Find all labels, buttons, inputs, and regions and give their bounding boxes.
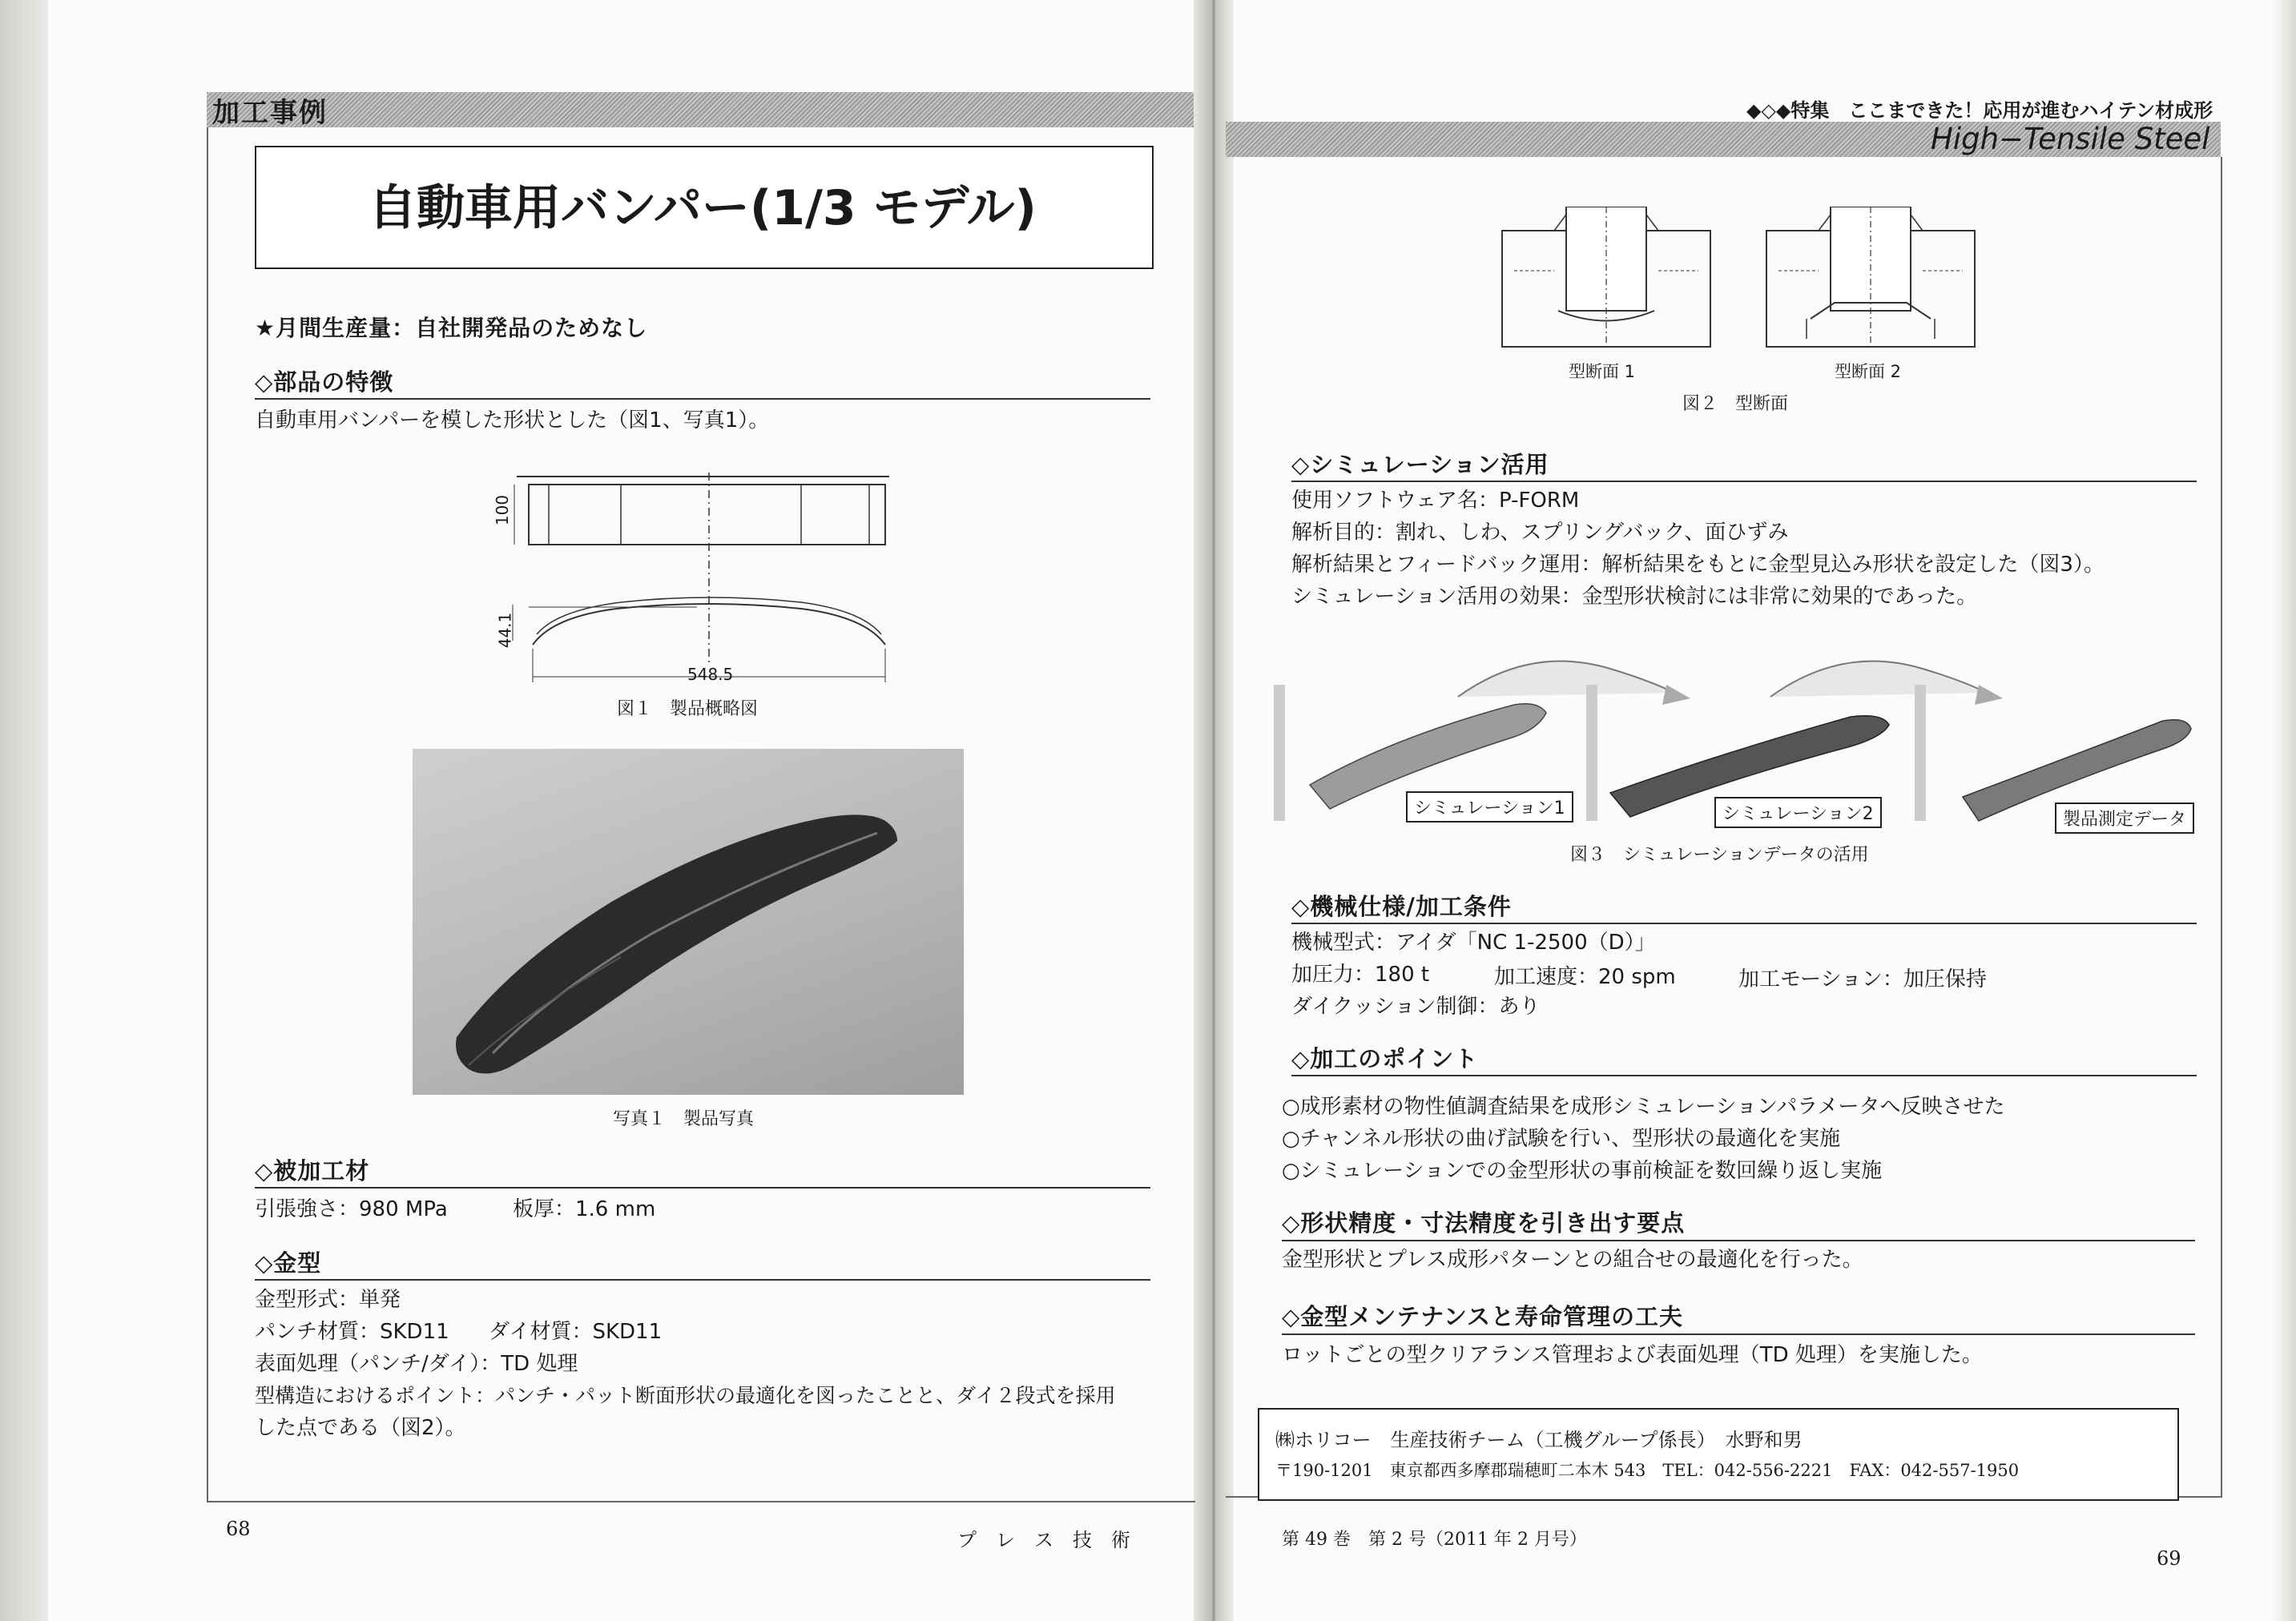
contact-address: 〒190-1201 東京都西多摩郡瑞穂町二本木 543 TEL：042-556-2221 FAX：042-557-1950 — [1275, 1461, 2020, 1480]
section-heading-die: ◇金型 — [255, 1249, 322, 1277]
point-2: ○チャンネル形状の曲げ試験を行い、型形状の最適化を実施 — [1282, 1127, 1841, 1151]
material-thickness: 板厚：1.6 mm — [513, 1197, 656, 1221]
fig2-caption: 図２ 型断面 — [1682, 394, 1789, 414]
maintenance-text: ロットごとの型クリアランス管理および表面処理（TD 処理）を実施した。 — [1282, 1343, 1983, 1367]
fig1-dim-length: 548.5 — [687, 665, 734, 684]
steel-band-label: High−Tensile Steel — [1931, 122, 2210, 156]
section-rule — [1291, 923, 2197, 924]
surface-treatment: 表面処理（パンチ/ダイ）：TD 処理 — [255, 1352, 578, 1376]
monthly-production: ★月間生産量：自社開発品のためなし — [255, 315, 648, 341]
section-heading-material: ◇被加工材 — [255, 1157, 370, 1185]
point-3: ○シミュレーションでの金型形状の事前検証を数回繰り返し実施 — [1282, 1159, 1883, 1183]
section-heading-accuracy: ◇形状精度・寸法精度を引き出す要点 — [1282, 1209, 1686, 1237]
section-rule — [1291, 1075, 2197, 1076]
section-heading-parts: ◇部品の特徴 — [255, 368, 394, 396]
section-heading-simulation: ◇シミュレーション活用 — [1291, 451, 1549, 478]
process-motion: 加工モーション：加圧保持 — [1738, 967, 1987, 992]
die-material: ダイ材質：SKD11 — [489, 1320, 663, 1344]
section-heading-machine: ◇機械仕様/加工条件 — [1291, 893, 1512, 920]
section-rule — [1282, 1333, 2195, 1335]
fig3-label-sim1: シミュレーション1 — [1406, 791, 1573, 823]
section-rule — [1282, 1240, 2195, 1241]
fig2-sub2: 型断面 2 — [1835, 362, 1902, 381]
simulation-effect: シミュレーション活用の効果：金型形状検討には非常に効果的であった。 — [1291, 585, 1978, 609]
section-heading-points: ◇加工のポイント — [1291, 1045, 1479, 1072]
fig3-label-measured: 製品測定データ — [2055, 802, 2194, 834]
simulation-purpose: 解析目的：割れ、しわ、スプリングバック、面ひずみ — [1291, 521, 1789, 545]
journal-name: プ レ ス 技 術 — [957, 1529, 1130, 1551]
fig3-label-sim2: シミュレーション2 — [1714, 797, 1882, 828]
issue-info: 第 49 巻 第 2 号（2011 年 2 月号） — [1282, 1530, 1587, 1550]
press-force: 加圧力：180 t — [1291, 963, 1430, 987]
fig3-caption: 図３ シミュレーションデータの活用 — [1570, 845, 1869, 865]
contact-box — [1258, 1408, 2179, 1501]
fig1-dim-rise: 44.1 — [495, 612, 515, 649]
section-rule — [255, 398, 1150, 400]
figure2-die-section-2 — [1762, 207, 1979, 351]
die-cushion: ダイクッション制御：あり — [1291, 995, 1541, 1019]
figure1-drawing — [481, 473, 913, 697]
product-photo — [413, 749, 964, 1095]
photo1-caption: 写真１ 製品写真 — [613, 1109, 755, 1129]
figure2-die-section-1 — [1498, 207, 1714, 351]
structure-point-cont: した点である（図2）。 — [255, 1416, 466, 1440]
left-header-band — [207, 92, 1194, 127]
parts-description: 自動車用バンパーを模した形状とした（図1、写真1）。 — [255, 408, 770, 432]
page-number-right: 69 — [2157, 1547, 2181, 1570]
machine-model: 機械型式：アイダ「NC 1-2500（D）」 — [1291, 931, 1656, 955]
die-type: 金型形式：単発 — [255, 1288, 401, 1312]
section-category-label: 加工事例 — [212, 97, 328, 129]
material-tensile: 引張強さ：980 MPa — [255, 1197, 448, 1221]
section-rule — [255, 1187, 1150, 1189]
page-edge-right — [2272, 0, 2296, 1621]
section-heading-maintenance: ◇金型メンテナンスと寿命管理の工夫 — [1282, 1303, 1683, 1330]
section-rule — [255, 1279, 1150, 1281]
section-rule — [1291, 481, 2197, 482]
simulation-software: 使用ソフトウェア名：P-FORM — [1291, 489, 1580, 513]
punch-material: パンチ材質：SKD11 — [255, 1320, 449, 1344]
simulation-feedback: 解析結果とフィードバック運用：解析結果をもとに金型見込み形状を設定した（図3）。 — [1291, 553, 2105, 577]
feature-header: ◆◇◆特集 ここまできた！応用が進むハイテン材成形 — [1746, 99, 2213, 122]
contact-company: ㈱ホリコー 生産技術チーム（工機グループ係長） 水野和男 — [1275, 1429, 1803, 1451]
process-speed: 加工速度：20 spm — [1494, 965, 1676, 989]
page-number-left: 68 — [226, 1518, 251, 1540]
fig1-caption: 図１ 製品概略図 — [617, 699, 759, 719]
point-1: ○成形素材の物性値調査結果を成形シミュレーションパラメータへ反映させた — [1282, 1095, 2005, 1119]
accuracy-text: 金型形状とプレス成形パターンとの組合せの最適化を行った。 — [1282, 1248, 1863, 1272]
page-title: 自動車用バンパー(1/3 モデル) — [369, 180, 1037, 236]
structure-point: 型構造におけるポイント：パンチ・パット断面形状の最適化を図ったことと、ダイ２段式を採用 — [255, 1384, 1116, 1407]
fig1-dim-height: 100 — [493, 494, 513, 526]
fig2-sub1: 型断面 1 — [1569, 362, 1636, 381]
